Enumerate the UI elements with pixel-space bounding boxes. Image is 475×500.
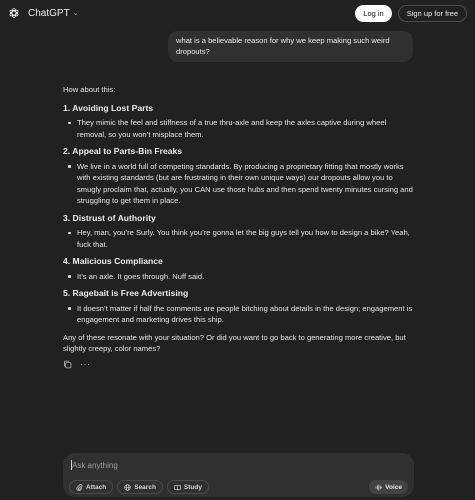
message-composer <box>63 453 414 497</box>
reason-bullet: Hey, man, you’re Surly. You think you’re gonna let the big guys tell you how to design a bike? Yeah, fuck that. <box>63 227 415 250</box>
reason-section <box>63 288 415 326</box>
attach-button[interactable] <box>69 480 113 494</box>
user-message: what is a believable reason for why we keep making such weird dropouts? <box>168 31 413 62</box>
waveform-icon <box>375 484 382 491</box>
top-bar <box>0 0 475 26</box>
brand-name: ChatGPT <box>28 7 70 19</box>
assistant-intro: How about this: <box>63 85 116 94</box>
search-button[interactable] <box>117 480 163 494</box>
signup-button[interactable]: Sign up for free <box>398 5 467 22</box>
reason-title: 4. Malicious Compliance <box>63 256 163 266</box>
reason-title: 5. Ragebait is Free Advertising <box>63 288 189 298</box>
reason-section <box>63 213 415 251</box>
reason-title: 3. Distrust of Authority <box>63 212 156 223</box>
assistant-closing: Any of these resonate with your situation? Or did you want to go back to generating more creative, but slightly creepy, color names? <box>63 332 406 353</box>
voice-button[interactable] <box>369 480 408 494</box>
composer-tools <box>69 480 209 494</box>
globe-icon <box>124 484 131 491</box>
more-options-button[interactable]: ··· <box>80 358 91 369</box>
message-actions <box>63 360 415 369</box>
copy-icon[interactable] <box>63 360 72 369</box>
assistant-message <box>63 84 415 369</box>
reason-bullet: We live in a world full of competing standards. By producing a proprietary fitting that mostly works with existing standards (but are frustrating in their own unique ways) our dropouts allow you to smugly proclaim that, actually, you CAN use those hubs and then spend twenty minutes cursing and struggling to get them in place. <box>63 161 415 207</box>
reason-bullet: It doesn’t matter if half the comments are people bitching about details in the design; engagement is engagement and marketing drives this ship. <box>63 303 415 326</box>
reason-title: 2. Appeal to Parts-Bin Freaks <box>63 146 183 156</box>
voice-label: Voice <box>385 483 402 491</box>
reason-bullet: They mimic the feel and stiffness of a true thru-axle and keep the axles captive during wheel removal, so you won’t misplace them. <box>63 117 415 140</box>
reason-section <box>63 103 415 141</box>
openai-logo-icon[interactable] <box>8 7 20 19</box>
book-icon <box>174 484 181 491</box>
chevron-down-icon: ⌄ <box>72 10 79 17</box>
reason-section <box>63 256 415 282</box>
auth-buttons <box>355 5 467 22</box>
model-selector[interactable] <box>28 8 79 19</box>
study-label: Study <box>183 483 202 491</box>
attach-label: Attach <box>86 483 107 491</box>
prompt-input[interactable] <box>72 459 402 471</box>
reason-bullet: It’s an axle. It goes through. Nuff said. <box>63 271 415 283</box>
reason-title: 1. Avoiding Lost Parts <box>63 102 154 113</box>
login-button[interactable]: Log in <box>355 5 391 22</box>
paperclip-icon <box>76 484 83 491</box>
reason-section <box>63 146 415 207</box>
search-label: Search <box>134 483 156 491</box>
study-button[interactable] <box>167 480 209 494</box>
